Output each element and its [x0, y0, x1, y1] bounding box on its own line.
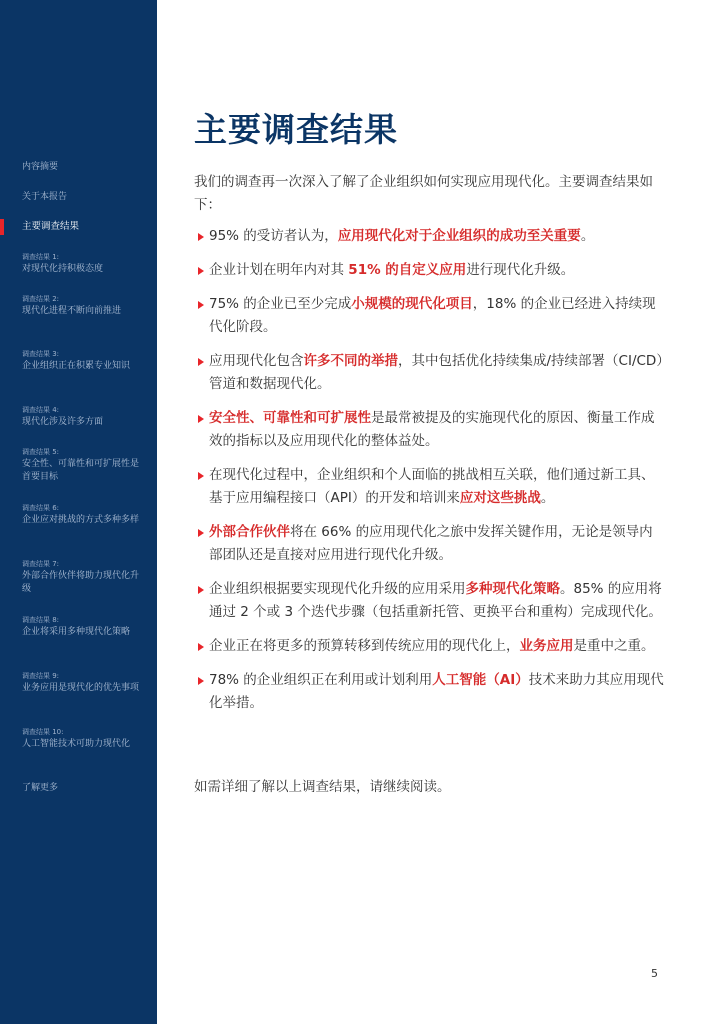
sidebar-item-prefix: 调查结果 7:: [22, 560, 60, 568]
sidebar-item-label: 现代化涉及许多方面: [22, 417, 104, 427]
sidebar-item-prefix: 调查结果 5:: [22, 448, 60, 456]
finding-highlight: 外部合作伙伴: [209, 524, 290, 540]
finding-item: [194, 225, 664, 248]
finding-text: 企业正在将更多的预算转移到传统应用的现代化上，: [209, 638, 520, 654]
sidebar-item-label: 现代化进程不断向前推进: [22, 306, 122, 316]
sidebar-item-prefix: 调查结果 2:: [22, 295, 60, 303]
finding-text: 将在 66% 的应用现代化之旅中发挥关键作用，无论是领导内部团队还是直接对应用进行现代化升级。: [209, 524, 653, 563]
bullet-arrow-icon: [198, 358, 204, 366]
finding-text: 95% 的受访者认为，: [209, 228, 338, 244]
finding-text: 进行现代化升级。: [466, 262, 575, 278]
finding-text: 应用现代化包含: [209, 353, 304, 369]
sidebar-item-finding-9[interactable]: [0, 671, 157, 695]
sidebar-item-label: 安全性、可靠性和可扩展性是首要目标: [22, 459, 140, 482]
sidebar-item-prefix: 调查结果 9:: [22, 672, 60, 680]
sidebar-item-label: 人工智能技术可助力现代化: [22, 739, 131, 749]
finding-text: ，18% 的企业已经进入持续现代化阶段。: [209, 296, 656, 335]
finding-highlight: 小规模的现代化项目: [351, 296, 473, 312]
finding-item: [194, 635, 664, 658]
finding-item: [194, 407, 664, 453]
finding-text: ，其中包括优化持续集成/持续部署（CI/CD）管道和数据现代化。: [209, 353, 664, 392]
sidebar-item-prefix: 调查结果 4:: [22, 406, 60, 414]
sidebar-item-prefix: 调查结果 3:: [22, 350, 60, 358]
bullet-arrow-icon: [198, 233, 204, 241]
sidebar-item-finding-10[interactable]: [0, 727, 157, 751]
finding-highlight: 许多不同的举措: [303, 353, 398, 369]
page-title: 主要调查结果: [194, 110, 398, 149]
sidebar-item-finding-6[interactable]: [0, 503, 157, 527]
finding-highlight: 应用现代化对于企业组织的成功至关重要: [337, 228, 581, 244]
sidebar-item-finding-5[interactable]: [0, 447, 157, 484]
finding-text: 75% 的企业已至少完成: [209, 296, 352, 312]
sidebar-item-prefix: 调查结果 6:: [22, 504, 60, 512]
bullet-arrow-icon: [198, 586, 204, 594]
intro-paragraph: 我们的调查再一次深入了解了企业组织如何实现应用现代化。主要调查结果如下：: [194, 174, 653, 213]
finding-item: [194, 669, 664, 715]
finding-text: 。85% 的应用将通过 2 个或 3 个迭代步骤（包括重新托管、更换平台和重构）完成现代化。: [209, 581, 662, 620]
finding-text: 企业组织根据要实现现代化升级的应用采用: [209, 581, 466, 597]
finding-highlight: 安全性、可靠性和可扩展性: [209, 410, 371, 426]
sidebar-item-label: 企业将采用多种现代化策略: [22, 627, 131, 637]
finding-text: 78% 的企业组织正在利用或计划利用: [209, 672, 433, 688]
sidebar-item-label: 企业应对挑战的方式多种多样: [22, 515, 140, 525]
findings-list: [194, 225, 664, 726]
sidebar-item-key-findings[interactable]: [0, 220, 157, 233]
finding-text: 。: [580, 228, 595, 244]
sidebar: [0, 0, 157, 1024]
sidebar-item-learn-more[interactable]: [0, 782, 157, 795]
sidebar-item-finding-2[interactable]: [0, 294, 157, 318]
bullet-arrow-icon: [198, 415, 204, 423]
finding-text: 技术来助力其应用现代化举措。: [209, 672, 664, 711]
finding-highlight: 51% 的自定义应用: [348, 262, 467, 278]
bullet-arrow-icon: [198, 677, 204, 685]
finding-item: [194, 464, 664, 510]
bullet-arrow-icon: [198, 301, 204, 309]
finding-highlight: 业务应用: [519, 638, 574, 654]
finding-item: [194, 350, 664, 396]
finding-highlight: 人工智能（AI）: [432, 672, 529, 688]
sidebar-item-label: 内容摘要: [22, 162, 59, 172]
sidebar-item-label: 业务应用是现代化的优先事项: [22, 683, 140, 693]
sidebar-item-finding-3[interactable]: [0, 349, 157, 373]
sidebar-item-label: 外部合作伙伴将助力现代化升级: [22, 571, 140, 594]
finding-text: 在现代化过程中，企业组织和个人面临的挑战相互关联，他们通过新工具、基于应用编程接口（API）的开发和培训来: [209, 467, 655, 506]
finding-item: [194, 293, 664, 339]
sidebar-item-label: 企业组织正在积累专业知识: [22, 361, 131, 371]
sidebar-item-label: 主要调查结果: [22, 221, 80, 232]
sidebar-item-prefix: 调查结果 1:: [22, 253, 60, 261]
sidebar-item-summary[interactable]: [0, 161, 157, 174]
sidebar-item-label: 关于本报告: [22, 192, 68, 202]
sidebar-item-label: 对现代化持积极态度: [22, 264, 104, 274]
bullet-arrow-icon: [198, 643, 204, 651]
sidebar-item-label: 了解更多: [22, 783, 59, 793]
closing-paragraph: 如需详细了解以上调查结果，请继续阅读。: [194, 779, 451, 795]
page-number: 5: [651, 967, 658, 980]
bullet-arrow-icon: [198, 529, 204, 537]
finding-text: 是最常被提及的实施现代化的原因、衡量工作成效的指标以及应用现代化的整体益处。: [209, 410, 655, 449]
finding-highlight: 应对这些挑战: [459, 490, 541, 506]
sidebar-item-prefix: 调查结果 8:: [22, 616, 60, 624]
finding-item: [194, 521, 664, 567]
sidebar-item-finding-4[interactable]: [0, 405, 157, 429]
finding-text: 。: [540, 490, 555, 506]
finding-text: 企业计划在明年内对其: [209, 262, 349, 278]
finding-text: 是重中之重。: [573, 638, 655, 654]
bullet-arrow-icon: [198, 267, 204, 275]
finding-item: [194, 578, 664, 624]
finding-highlight: 多种现代化策略: [465, 581, 560, 597]
bullet-arrow-icon: [198, 472, 204, 480]
sidebar-item-finding-1[interactable]: [0, 252, 157, 276]
sidebar-item-about[interactable]: [0, 191, 157, 204]
sidebar-item-prefix: 调查结果 10:: [22, 728, 64, 736]
sidebar-item-finding-7[interactable]: [0, 559, 157, 596]
sidebar-item-finding-8[interactable]: [0, 615, 157, 639]
finding-item: [194, 259, 664, 282]
